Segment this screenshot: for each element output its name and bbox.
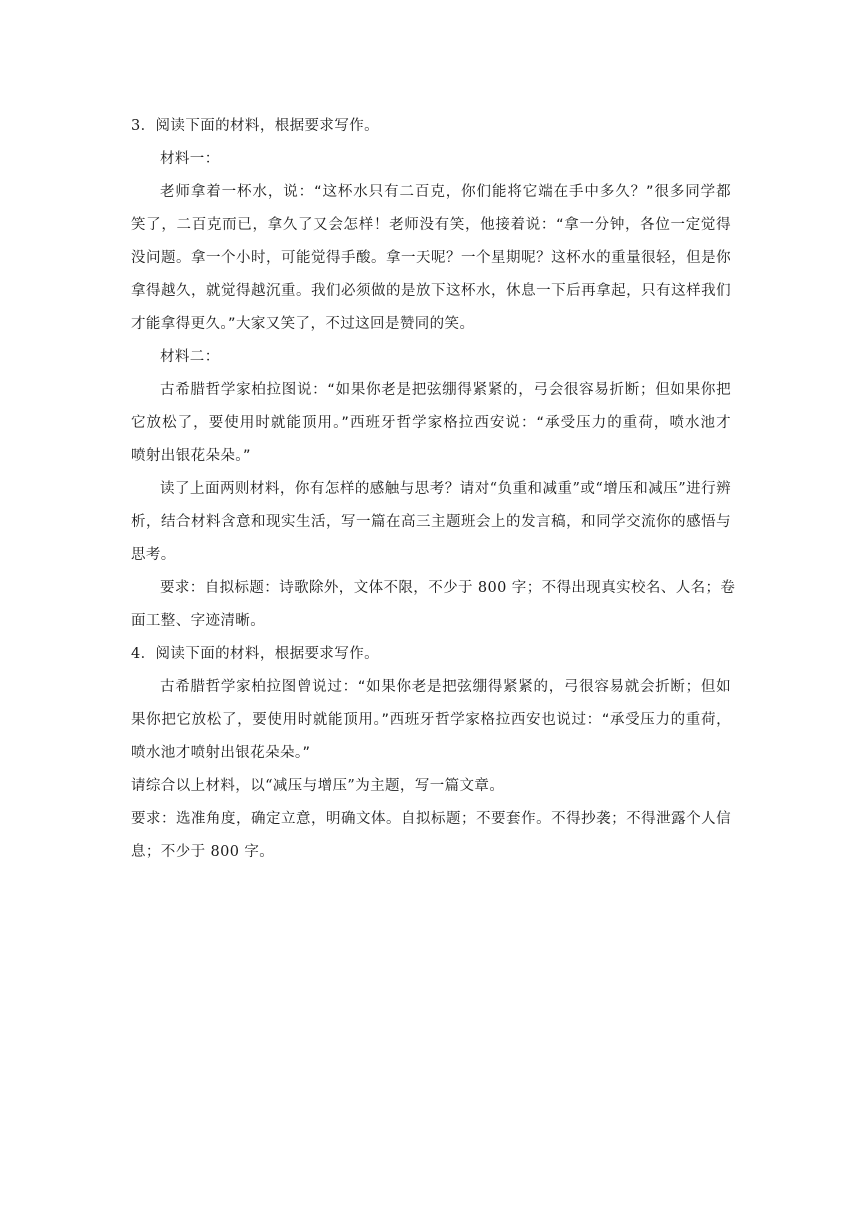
document-page (131, 110, 736, 869)
material-2-line: 喷射出银花朵朵。” (131, 448, 251, 464)
question-3-requirements (131, 572, 736, 638)
material-1-line: 笑了，二百克而已，拿久了又会怎样！老师没有笑，他接着说：“拿一分钟，各位一定觉得 (131, 217, 731, 233)
material-line: 喷水池才喷射出银花朵朵。” (131, 745, 311, 761)
requirement-line: 面工整、字迹清晰。 (131, 613, 266, 629)
material-1-line: 没问题。拿一个小时，可能觉得手酸。拿一天呢？一个星期呢？这杯水的重量很轻，但是你 (131, 250, 731, 266)
question-4-task: 请综合以上材料，以“减压与增压”为主题，写一篇文章。 (131, 778, 505, 794)
material-2-label: 材料二： (160, 349, 220, 365)
material-line: 古希腊哲学家柏拉图曾说过：“如果你老是把弦绷得紧紧的，弓很容易就会折断；但如 (160, 679, 731, 695)
material-2-text (131, 374, 731, 473)
material-2-line: 它放松了，要使用时就能顶用。”西班牙哲学家格拉西安说：“承受压力的重荷，喷水池才 (131, 415, 731, 431)
task-line: 读了上面两则材料，你有怎样的感触与思考？请对“负重和减重”或“增压和减压”进行辨 (160, 481, 731, 497)
material-1-text (131, 176, 731, 341)
task-line: 思考。 (131, 547, 176, 563)
requirement-line: 息；不少于 800 字。 (131, 844, 275, 860)
question-4-material (131, 671, 731, 770)
material-1-line: 老师拿着一杯水，说：“这杯水只有二百克，你们能将它端在手中多久？”很多同学都 (160, 184, 731, 200)
material-1-line: 拿得越久，就觉得越沉重。我们必须做的是放下这杯水，休息一下后再拿起，只有这样我们 (131, 283, 731, 299)
material-2-line: 古希腊哲学家柏拉图说：“如果你老是把弦绷得紧紧的，弓会很容易折断；但如果你把 (160, 382, 731, 398)
question-4-heading: 4．阅读下面的材料，根据要求写作。 (131, 646, 380, 662)
requirement-line: 要求：选准角度，确定立意，明确文体。自拟标题；不要套作。不得抄袭；不得泄露个人信 (131, 811, 731, 827)
question-3-heading: 3．阅读下面的材料，根据要求写作。 (131, 118, 380, 134)
question-3-task (131, 473, 731, 572)
question-4-requirements (131, 803, 731, 869)
material-1-label: 材料一： (160, 151, 220, 167)
material-1-line: 才能拿得更久。”大家又笑了，不过这回是赞同的笑。 (131, 316, 475, 332)
task-line: 析，结合材料含意和现实生活，写一篇在高三主题班会上的发言稿，和同学交流你的感悟与 (131, 514, 731, 530)
material-line: 果你把它放松了，要使用时就能顶用。”西班牙哲学家格拉西安也说过：“承受压力的重荷， (131, 712, 731, 728)
requirement-line: 要求：自拟标题：诗歌除外，文体不限，不少于 800 字；不得出现真实校名、人名；卷 (160, 580, 736, 596)
